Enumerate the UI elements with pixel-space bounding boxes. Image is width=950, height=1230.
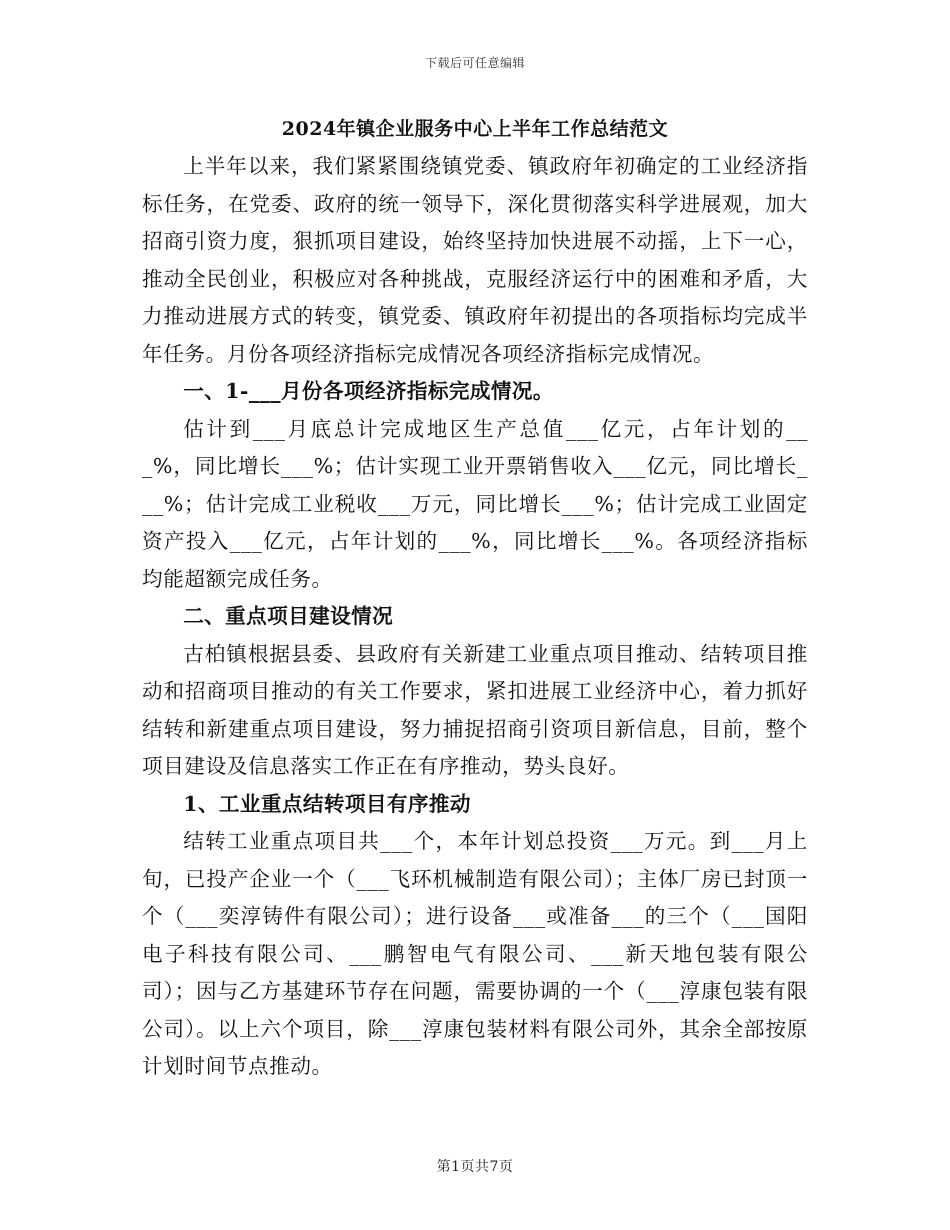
header-note: 下载后可任意编辑 xyxy=(424,56,525,70)
intro-paragraph: 上半年以来，我们紧紧围绕镇党委、镇政府年初确定的工业经济指标任务，在党委、政府的统一领导下，深化贯彻落实科学进展观，加大招商引资力度，狠抓项目建设，始终坚持加快进展不动摇，上下一心，推动全民创业，积极应对各种挑战，克服经济运行中的困难和矛盾，大力推动进展方式的转变，镇党委、镇政府年初提出的各项指标均完成半年任务。月份各项经济指标完成情况各项经济指标完成情况。 xyxy=(142,154,808,366)
page-number: 第1页共7页 xyxy=(436,1159,514,1175)
section-2-heading: 二、重点项目建设情况 xyxy=(183,604,394,628)
section-1-paragraph: 估计到___月底总计完成地区生产总值___亿元，占年计划的___%，同比增长___%；估计实现工业开票销售收入___亿元，同比增长___%；估计完成工业税收___万元，同比增长___%；估计完成工业固定资产投入___亿元，占年计划的___%，同比增长___%。各项经济指标均能超额完成任务。 xyxy=(142,416,808,591)
section-1-heading: 一、1-___月份各项经济指标完成情况。 xyxy=(183,379,554,403)
section-2-paragraph: 古柏镇根据县委、县政府有关新建工业重点项目推动、结转项目推动和招商项目推动的有关工作要求，紧扣进展工业经济中心，着力抓好结转和新建重点项目建设，努力捕捉招商引资项目新信息，目前，整个项目建设及信息落实工作正在有序推动，势头良好。 xyxy=(142,641,808,778)
subsection-1-paragraph: 结转工业重点项目共___个，本年计划总投资___万元。到___月上旬，已投产企业一个（___飞环机械制造有限公司）；主体厂房已封顶一个（___奕淳铸件有限公司）；进行设备___或准备___的三个（___国阳电子科技有限公司、___鹏智电气有限公司、___新天地包装有限公司）；因与乙方基建环节存在问题，需要协调的一个（___淳康包装有限公司）。以上六个项目，除___淳康包装材料有限公司外，其余全部按原计划时间节点推动。 xyxy=(142,829,808,1078)
document-body xyxy=(142,148,808,1086)
subsection-1-heading: 1、工业重点结转项目有序推动 xyxy=(183,791,471,816)
document-title: 2024年镇企业服务中心上半年工作总结范文 xyxy=(281,118,669,140)
